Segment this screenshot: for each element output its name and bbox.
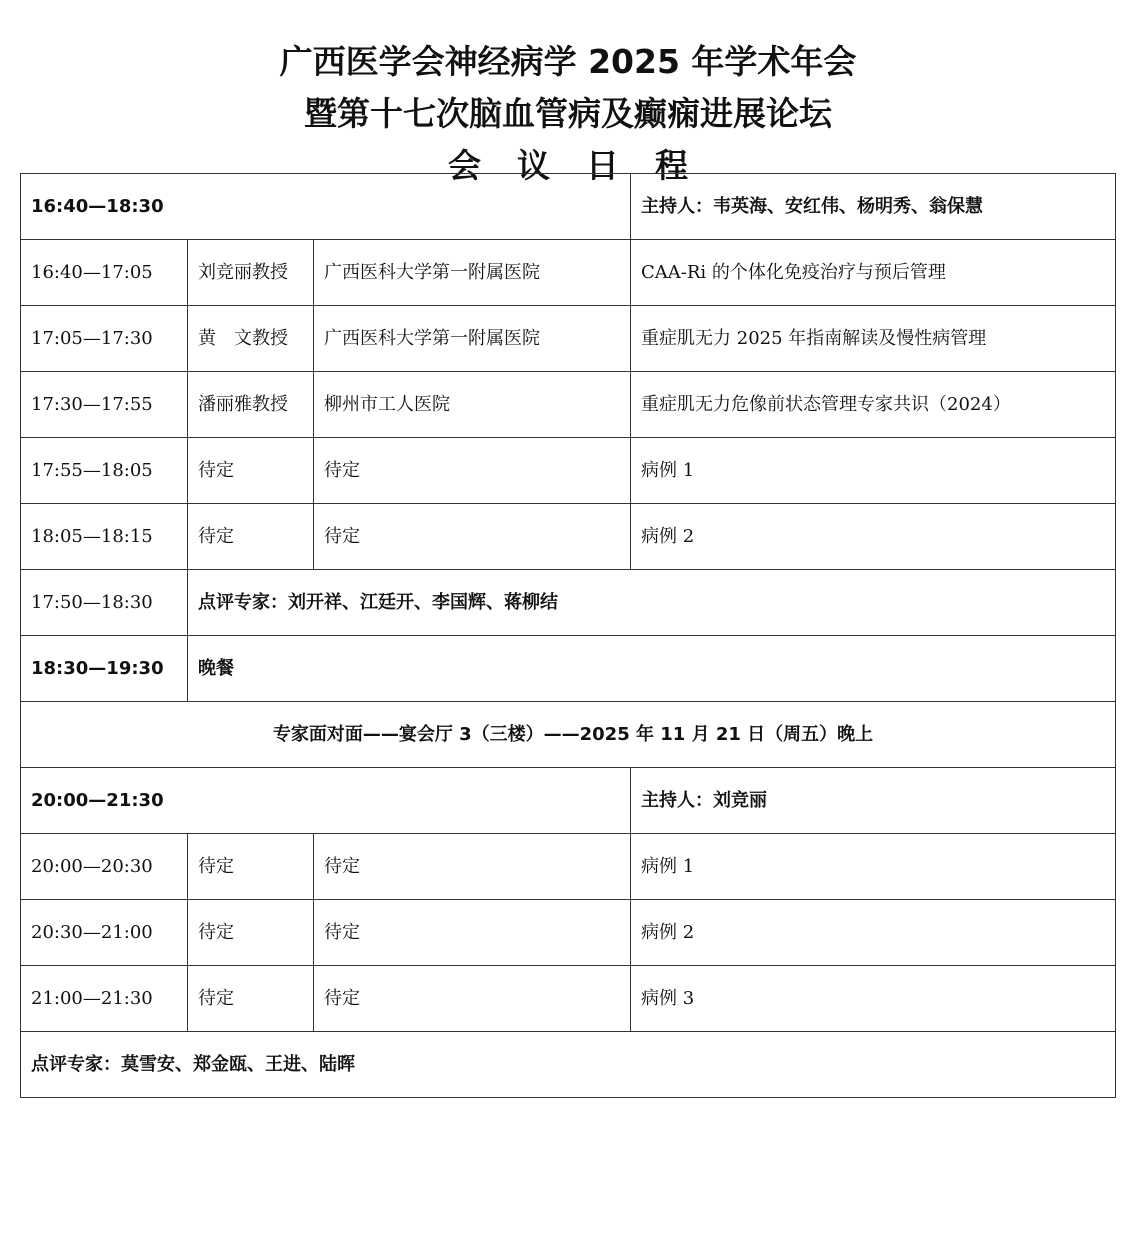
session-header-row [21,768,1116,834]
session-header-row [21,174,1116,240]
review-experts: 点评专家：莫雪安、郑金瓯、王进、陆晖 [21,1032,1116,1098]
talk-speaker: 潘丽雅教授 [188,372,314,438]
talk-topic: 病例 3 [631,966,1116,1032]
talk-time: 20:30—21:00 [21,900,188,966]
talk-time: 18:05—18:15 [21,504,188,570]
talk-topic: CAA-Ri 的个体化免疫治疗与预后管理 [631,240,1116,306]
talk-hospital: 广西医科大学第一附属医院 [314,240,631,306]
talk-time: 17:30—17:55 [21,372,188,438]
talk-speaker: 黄 文教授 [188,306,314,372]
dinner-label: 晚餐 [188,636,1116,702]
session-time: 16:40—18:30 [21,174,631,240]
talk-hospital: 待定 [314,966,631,1032]
talk-speaker: 待定 [188,900,314,966]
talk-speaker: 待定 [188,966,314,1032]
talk-topic: 病例 2 [631,504,1116,570]
talk-topic: 病例 1 [631,438,1116,504]
title-line-2: 暨第十七次脑血管病及癫痫进展论坛 [304,94,832,133]
table-row [21,240,1116,306]
talk-topic: 病例 1 [631,834,1116,900]
session-time: 20:00—21:30 [21,768,631,834]
talk-hospital: 柳州市工人医院 [314,372,631,438]
talk-topic: 重症肌无力危像前状态管理专家共识（2024） [631,372,1116,438]
dinner-time: 18:30—19:30 [21,636,188,702]
banner-row [21,702,1116,768]
table-row [21,438,1116,504]
talk-time: 16:40—17:05 [21,240,188,306]
table-row [21,504,1116,570]
talk-speaker: 待定 [188,438,314,504]
table-row [21,306,1116,372]
talk-speaker: 待定 [188,834,314,900]
talk-topic: 病例 2 [631,900,1116,966]
talk-hospital: 广西医科大学第一附属医院 [314,306,631,372]
session-host: 主持人：刘竞丽 [631,768,1116,834]
table-row [21,372,1116,438]
review-row [21,570,1116,636]
review-row [21,1032,1116,1098]
talk-hospital: 待定 [314,438,631,504]
table-row [21,900,1116,966]
talk-time: 20:00—20:30 [21,834,188,900]
dinner-row [21,636,1116,702]
review-time: 17:50—18:30 [21,570,188,636]
talk-hospital: 待定 [314,504,631,570]
talk-topic: 重症肌无力 2025 年指南解读及慢性病管理 [631,306,1116,372]
title-line-1: 广西医学会神经病学 2025 年学术年会 [279,42,857,81]
session-host: 主持人：韦英海、安红伟、杨明秀、翁保慧 [631,174,1116,240]
talk-speaker: 刘竞丽教授 [188,240,314,306]
title-line-3: 会议日程 [448,146,724,185]
table-row [21,834,1116,900]
talk-time: 21:00—21:30 [21,966,188,1032]
expert-face-to-face-banner: 专家面对面——宴会厅 3（三楼）——2025 年 11 月 21 日（周五）晚上 [21,702,1116,768]
review-experts: 点评专家：刘开祥、江廷开、李国辉、蒋柳结 [188,570,1116,636]
talk-hospital: 待定 [314,834,631,900]
talk-hospital: 待定 [314,900,631,966]
schedule-table [20,173,1116,1098]
document-header [0,36,1136,192]
talk-time: 17:05—17:30 [21,306,188,372]
talk-speaker: 待定 [188,504,314,570]
talk-time: 17:55—18:05 [21,438,188,504]
table-row [21,966,1116,1032]
